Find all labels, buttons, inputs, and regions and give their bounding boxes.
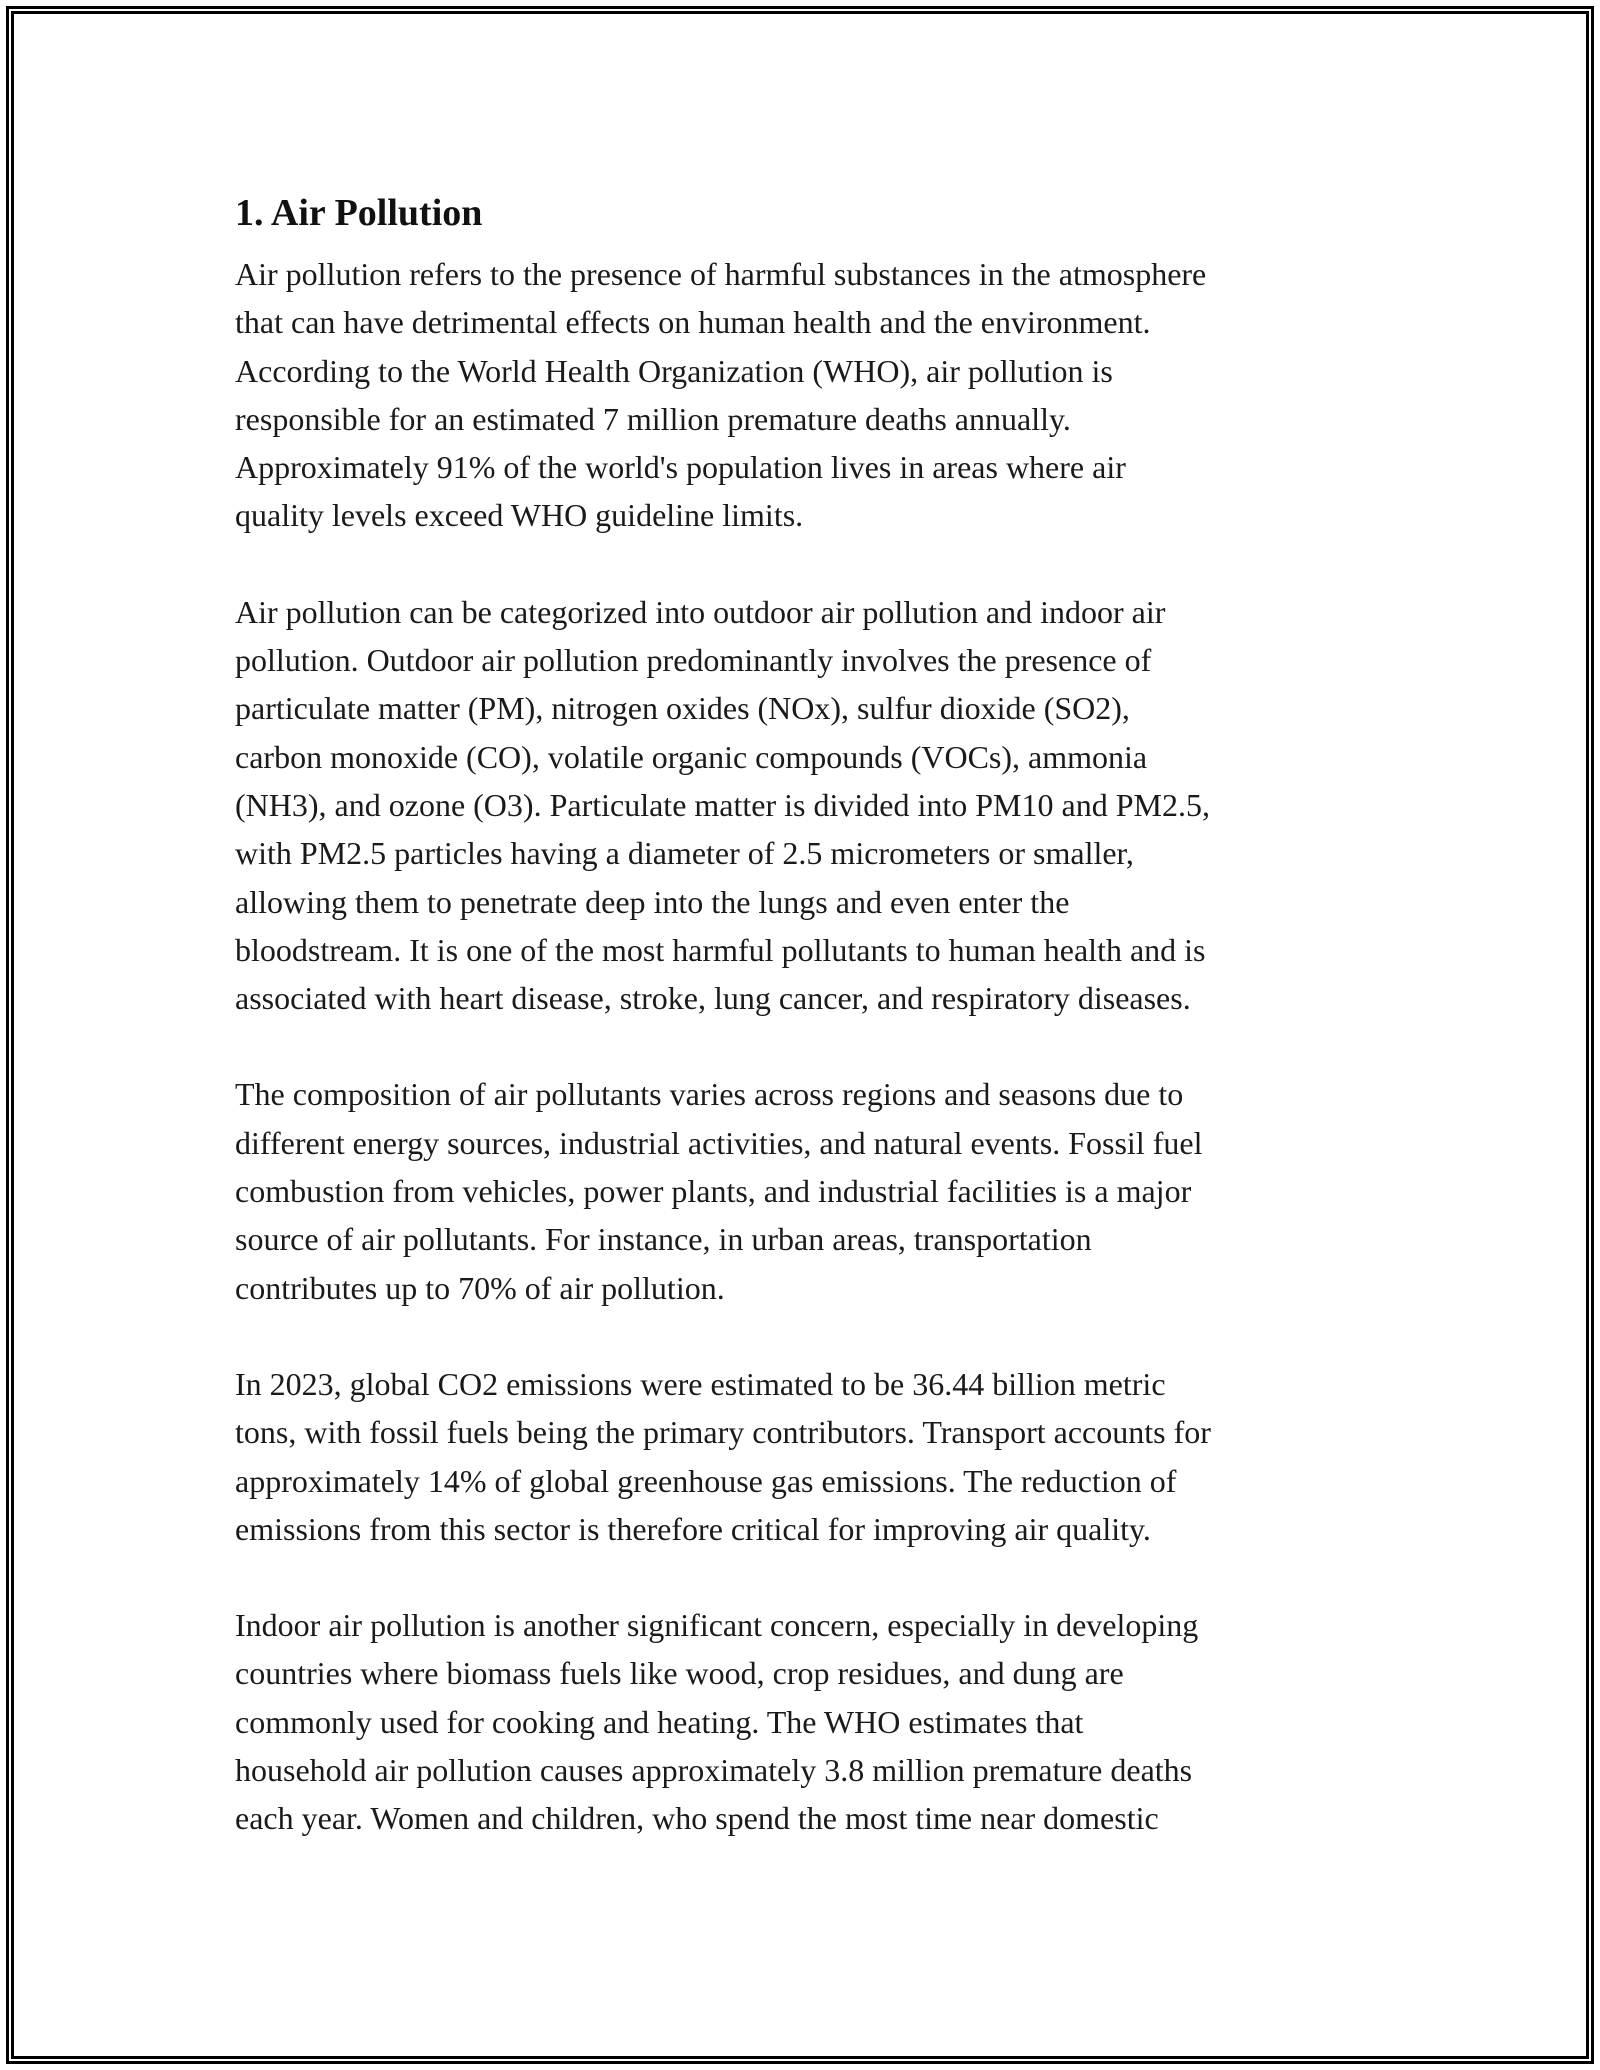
paragraph-3: The composition of air pollutants varies across regions and seasons due to different energy sources, industrial activities, and natural events. Fossil fuel combustion from vehicles, power plants, and industrial facilities is a major source of air pollutants. For instance, in urban areas, transportation contributes up to 70% of air pollution. [235, 1076, 1203, 1306]
paragraph-1: Air pollution refers to the presence of harmful substances in the atmosphere that can have detrimental effects on human health and the environment. According to the World Health Organization (WHO), air pollution is responsible for an estimated 7 million premature deaths annually. Approximately 91% of the world's population lives in areas where air quality levels exceed WHO guideline limits. [235, 256, 1207, 534]
paragraph-5: Indoor air pollution is another significant concern, especially in developing countries where biomass fuels like wood, crop residues, and dung are commonly used for cooking and heating. The WHO estimates that household air pollution causes approximately 3.8 million premature deaths each year. Women and children, who spend the most time near domestic [235, 1607, 1199, 1837]
section-title: 1. Air Pollution [235, 192, 483, 234]
paragraph-2: Air pollution can be categorized into outdoor air pollution and indoor air pollution. Outdoor air pollution predominantly involves the presence of particulate matter (PM), nitrogen oxides (NOx), sulfur dioxide (SO2), carbon monoxide (CO), volatile organic compounds (VOCs), ammonia (NH3), and ozone (O3). Particulate matter is divided into PM10 and PM2.5, with PM2.5 particles having a diameter of 2.5 micrometers or smaller, allowing them to penetrate deep into the lungs and even enter the bloodstream. It is one of the most harmful pollutants to human health and is associated with heart disease, stroke, lung cancer, and respiratory diseases. [235, 593, 1210, 1017]
document-body [235, 180, 1365, 1891]
paragraph-4: In 2023, global CO2 emissions were estimated to be 36.44 billion metric tons, with fossil fuels being the primary contributors. Transport accounts for approximately 14% of global greenhouse gas emissions. The reduction of emissions from this sector is therefore critical for improving air quality. [235, 1365, 1211, 1547]
